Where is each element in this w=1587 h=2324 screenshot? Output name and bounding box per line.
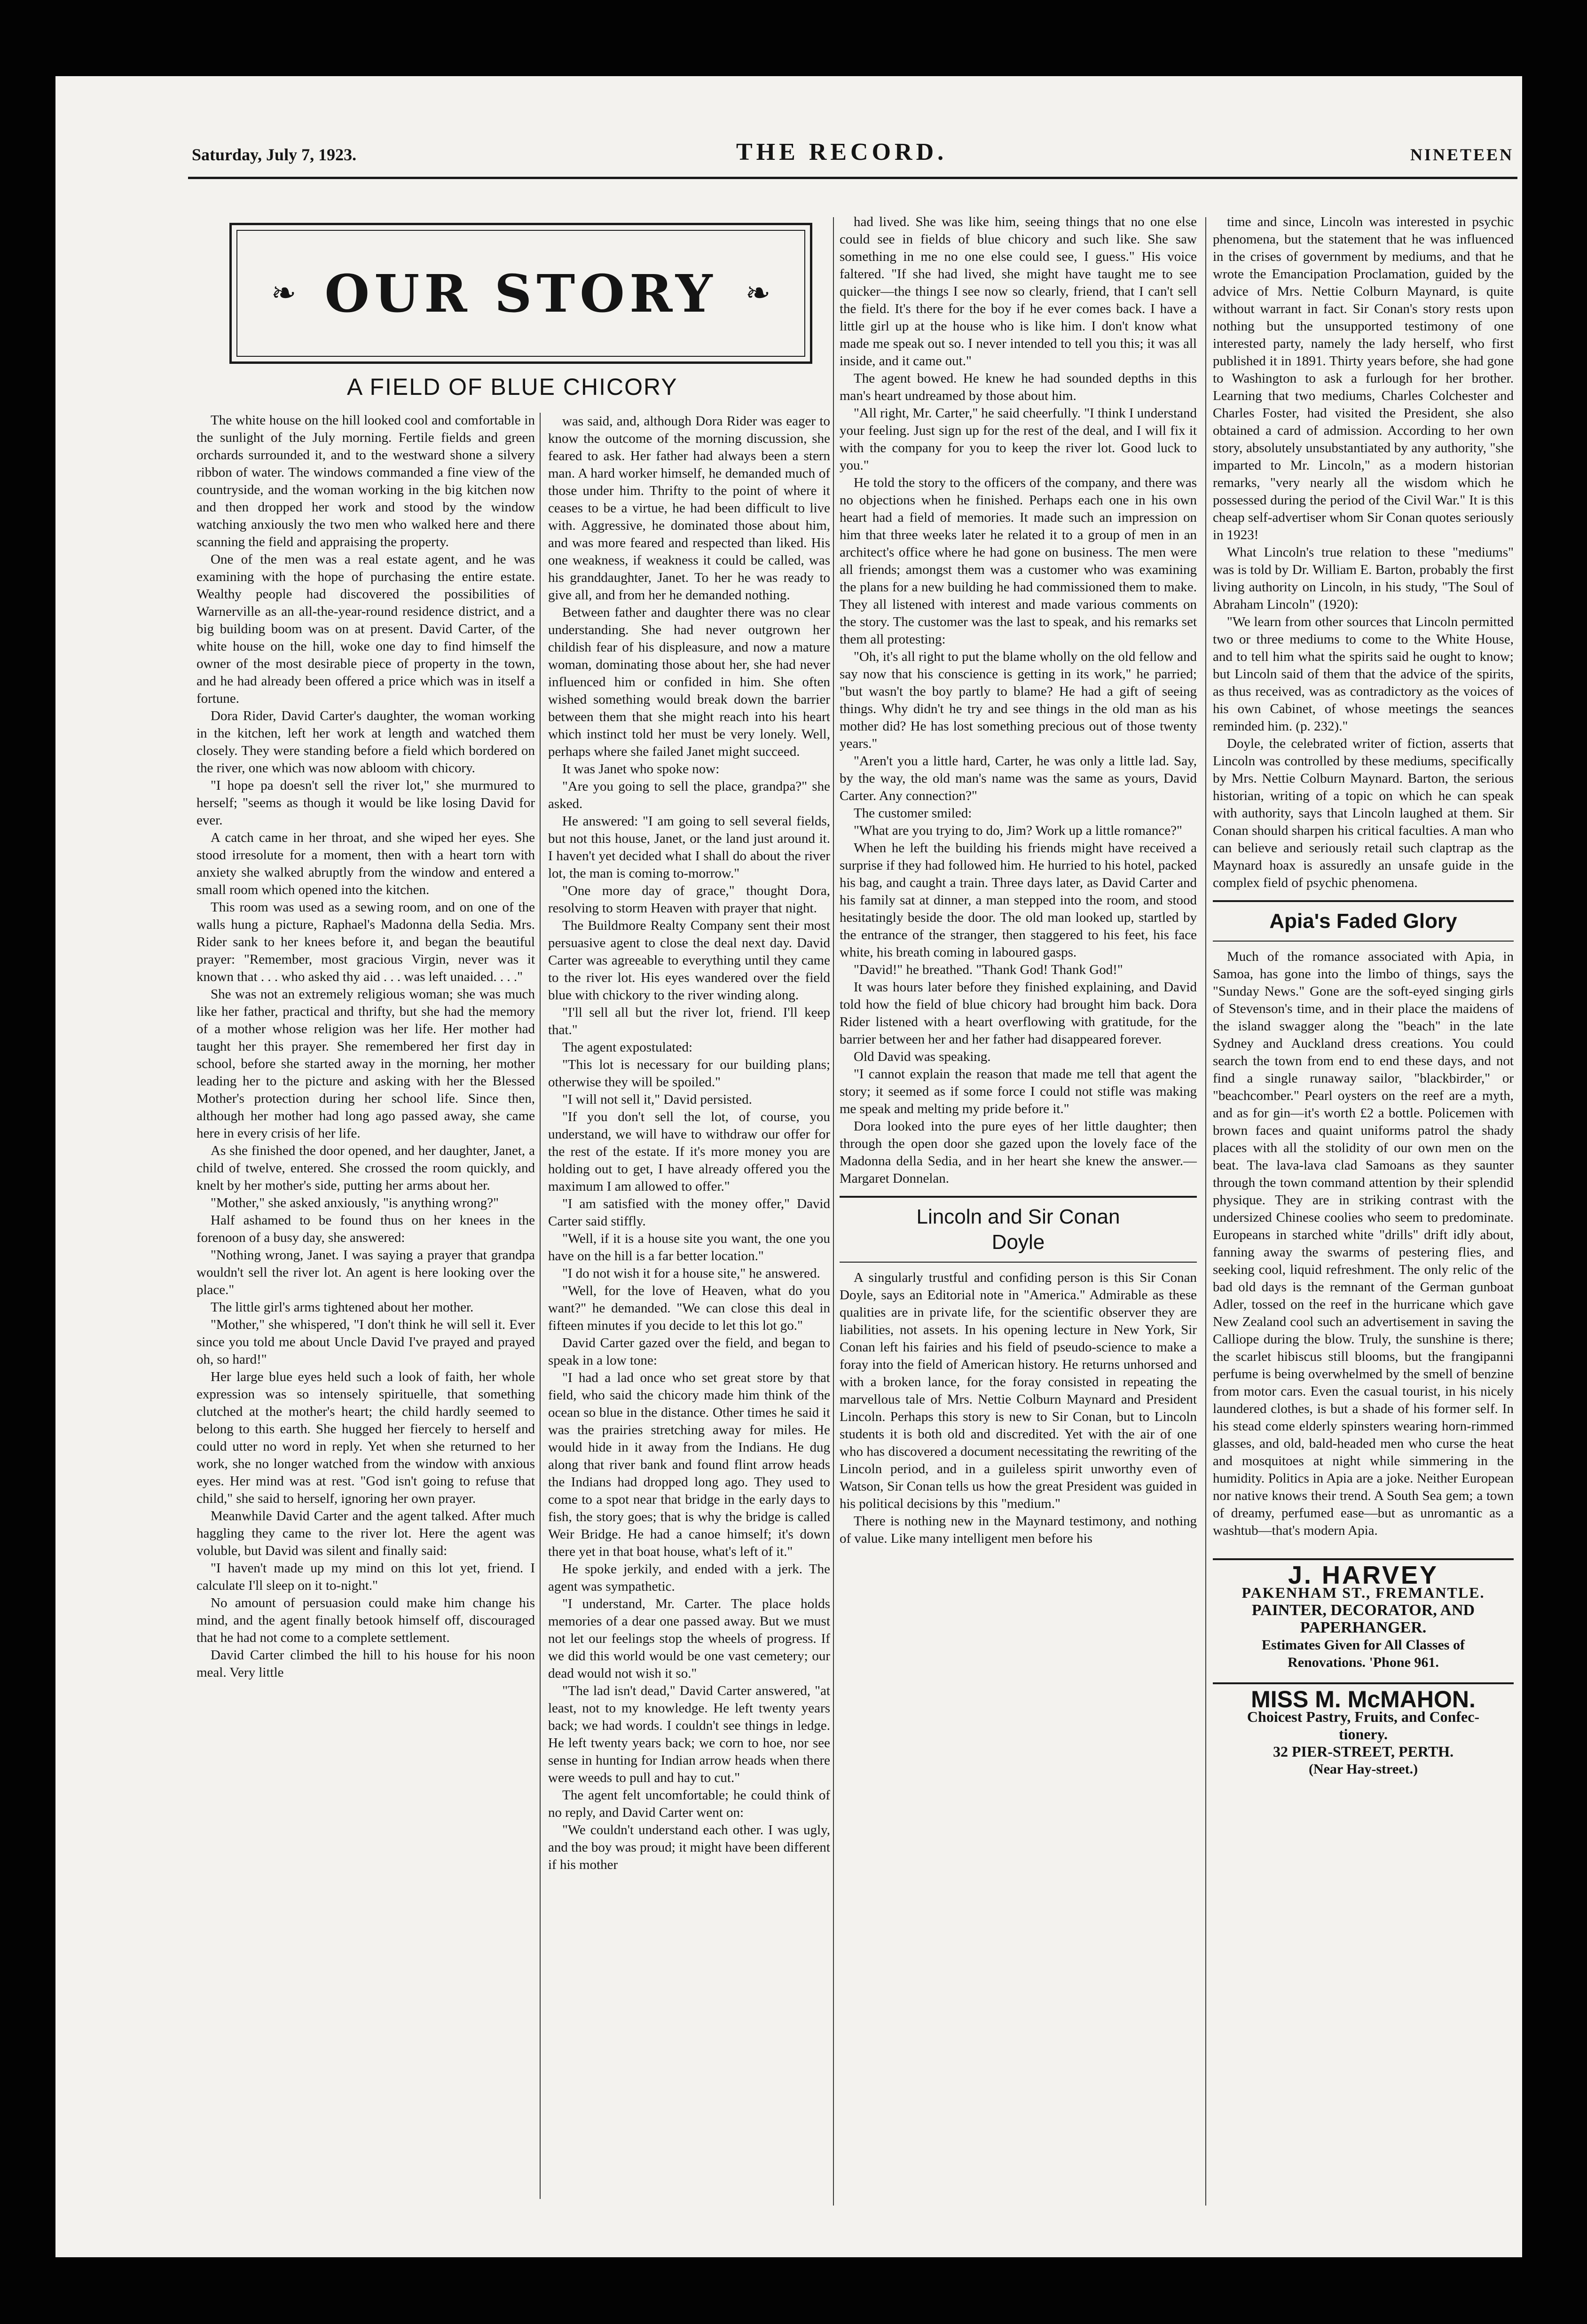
paragraph: It was Janet who spoke now:: [562, 762, 720, 777]
paragraph: The Buildmore Realty Company sent their most persuasive agent to close the deal next day. David Carter was agreeable to everything until they came to the river lot. His eyes wandered over the field blue with chickory to the river winding along.: [548, 918, 830, 1003]
paragraph: One of the men was a real estate agent, and he was examining with the hope of purchasing the entire estate. Wealthy people had discovered the possibilities of Warnerville as an all-the-year-round residence district, and a big building boom was on at present. David Carter, of the white house on the hill, woke one day to find himself the owner of the most desirable piece of property in the town, and he had already been offered a price which was in itself a fortune.: [196, 552, 535, 706]
masthead-title: THE RECORD.: [736, 139, 948, 165]
column-1: [196, 412, 535, 2257]
paragraph: "What are you trying to do, Jim? Work up a little romance?": [854, 823, 1182, 838]
mcmahon-goods-line1: Choicest Pastry, Fruits, and Confec-: [1247, 1708, 1480, 1725]
paragraph: "This lot is necessary for our building plans; otherwise they will be spoiled.": [548, 1057, 830, 1090]
paragraph: "Well, for the love of Heaven, what do you want?" he demanded. "We can close this deal in fifteen minutes if you decide to let this lot go.": [548, 1283, 830, 1333]
paragraph: A singularly trustful and confiding person is this Sir Conan Doyle, says an Editorial note in "America." Admirable as these qualities are in private life, for the scientific observer they are liabilities, not assets. In his opening lecture in New York, Sir Conan left his fairies and his field of pseudo-science to make a foray into the field of American history. He returns unhorsed and with a broken lance, for the foray consisted in repeating the marvellous tale of Mrs. Nettie Colburn Maynard and President Lincoln. Perhaps this story is new to Sir Conan, but to Lincoln students it is both old and discredited. Yet with the air of one who has discovered a document necessitating the rewriting of the Lincoln period, and in a guileless spirit unworthy even of Watson, Sir Conan tells us how the great President was guided in his political decisions by this "medium.": [840, 1270, 1197, 1511]
apia-headline: Apia's Faded Glory: [1269, 910, 1457, 933]
mcmahon-address: 32 PIER-STREET, PERTH.: [1273, 1743, 1454, 1760]
apia-headline-box: [1213, 900, 1514, 942]
paragraph: He answered: "I am going to sell several fields, but not this house, Janet, or the land just around it. I haven't yet decided what I shall do about the river lot, the man is coming to-morrow.": [548, 814, 830, 881]
paragraph: "I cannot explain the reason that made me tell that agent the story; it seemed as if some force I could not stifle was making me speak and melting my pride before it.": [840, 1067, 1197, 1116]
fleuron-left-icon: ❧: [271, 276, 297, 310]
paragraph: This room was used as a sewing room, and on one of the walls hung a picture, Raphael's Madonna della Sedia. Mrs. Rider sank to her knees before it, and began the beautiful prayer: "Remember, most gracious Virgin, never was it known that . . . who asked thy aid . . . was left unaided. . . .": [196, 900, 535, 984]
lincoln-headline-box: [840, 1196, 1197, 1263]
lincoln-article-body: [840, 1269, 1197, 1547]
paragraph: She was not an extremely religious woman; she was much like her father, practical and thrifty, but she had the memory of a mother whose religion was her life. Her mother had taught her this prayer. She remembered her first day in school, before she started away in the morning, her mother leading her to the picture and asking with her the Blessed Mother's protection during her school life. Since then, although her mother had long ago passed away, she came here in every crisis of her life.: [196, 987, 535, 1141]
column-rule: [833, 217, 834, 2206]
paragraph: A catch came in her throat, and she wiped her eyes. She stood irresolute for a moment, then with a heart torn with anxiety she walked abruptly from the window and entered a small room which opened into the kitchen.: [196, 830, 535, 897]
paragraph: There is nothing new in the Maynard testimony, and nothing of value. Like many intelligent men before his: [840, 1514, 1197, 1546]
fleuron-right-icon: ❧: [745, 276, 771, 310]
mcmahon-near: (Near Hay-street.): [1308, 1761, 1418, 1777]
paragraph: "The lad isn't dead," David Carter answered, "at least, not to my knowledge. He left twenty years back; we had words. I couldn't see things in ledge. He left twenty years back; we corn to hoe, nor see sense in hunting for Indian arrow heads when there were weeds to pull and hay to cut.": [548, 1683, 830, 1785]
paragraph: "Aren't you a little hard, Carter, he was only a little lad. Say, by the way, the old man's name was the same as yours, David Carter. Any connection?": [840, 754, 1197, 803]
paragraph: "All right, Mr. Carter," he said cheerfully. "I think I understand your feeling. Just sign up for the rest of the deal, and I will fix it with the company for you to keep the river lot. Good luck to you.": [840, 406, 1197, 473]
paragraph: Much of the romance associated with Apia, in Samoa, has gone into the limbo of things, says the "Sunday News." Gone are the soft-eyed singing girls of Stevenson's time, and in their place the maidens of the island swagger along the "beach" in the late Sydney and Auckland dress creations. You could search the town from end to end these days, and not find a single runaway sailor, "blackbirder," or "beachcomber." Pearl oysters on the reef are a myth, and as for gin—it's worth £2 a bottle. Policemen with brown faces and quaint uniforms patrol the shady places with all the stolidity of our own men on the beat. The lava-lava clad Samoans as they saunter through the town command attention by their splendid physique. They are in striking contrast with the undersized Chinese coolies who seem to predominate. Europeans in starched white "drills" drift idly about, fanning away the swarms of pestering flies, and seeking cool, liquid refreshment. The only relic of the bad old days is the remnant of the German gunboat Adler, tossed on the reef in the hurricane which gave New Zealand cool such an advertisement in saving the Calliope during the blow. Truly, the sunshine is there; the scarlet hibiscus still blooms, but the frangipanni perfume is being overwhelmed by the smell of benzine from motor cars. Even the casual tourist, in his nicely laundered clothes, is but a shade of his former self. In his stead come elderly spinsters wearing horn-rimmed glasses, and old, bald-headed men who curse the heat and mosquitoes at night while simmering in the humidity. Politics in Apia are a joke. Neither European nor native knows their trend. A South Sea gem; a town of dreamy, perfumed ease—but as unromantic as a washtub—that's modern Apia.: [1213, 949, 1514, 1538]
paragraph: was said, and, although Dora Rider was eager to know the outcome of the morning discussion, she feared to ask. Her father had always been a stern man. A hard worker himself, he demanded much of those under him. Thrifty to the point of where it ceases to be a virtue, he had been difficult to live with. Aggressive, he dominated those about him, and was more feared and respected than liked. His one weakness, if weakness it could be called, was his granddaughter, Janet. To her he was ready to give all, and from her he demanded nothing.: [548, 414, 830, 603]
paragraph: "I understand, Mr. Carter. The place holds memories of a dear one passed away. But we must not let our feelings stop the wheels of progress. If we did this world would be one vast cemetery; our dead would not wish it so.": [548, 1596, 830, 1681]
paragraph: The agent felt uncomfortable; he could think of no reply, and David Carter went on:: [548, 1788, 830, 1820]
paragraph: "We couldn't understand each other. I was ugly, and the boy was proud; it might have been different if his mother: [548, 1822, 830, 1872]
our-story-banner: [229, 223, 812, 364]
lincoln-headline-line1: Lincoln and Sir Conan: [916, 1205, 1120, 1228]
harvey-trade-line2: PAPERHANGER.: [1300, 1619, 1427, 1636]
paragraph: Her large blue eyes held such a look of faith, her whole expression was so intensely spirituelle, that something clutched at the mother's heart; the child hardly seemed to belong to this earth. She hugged her fiercely to herself and could utter no word in reply. Yet when she returned to her work, she no longer watched from the window with anxious eyes. Her mind was at rest. "God isn't going to refuse that child," she said to herself, ignoring her own prayer.: [196, 1369, 535, 1506]
lincoln-headline-line2: Doyle: [991, 1231, 1045, 1254]
paragraph: "I will not sell it," David persisted.: [562, 1092, 752, 1107]
paragraph: The agent bowed. He knew he had sounded depths in this man's heart undreamed by those about him.: [840, 371, 1197, 403]
paragraph: The white house on the hill looked cool and comfortable in the sunlight of the July morning. Fertile fields and green orchards surrounded it, and to the westward shone a silvery ribbon of water. The windows commanded a fine view of the countryside, and the woman working in the big kitchen now and then dropped her work and stood by the window watching anxiously the two men who walked here and there scanning the field and appraising the property.: [196, 413, 535, 550]
column-2: [548, 413, 830, 2257]
paragraph: It was hours later before they finished explaining, and David told how the field of blue chicory had brought him back. Dora Rider listened with a heart overflowing with gratitude, for the barrier between her and her father had disappeared forever.: [840, 980, 1197, 1047]
paragraph: "I'll sell all but the river lot, friend. I'll keep that.": [548, 1005, 830, 1037]
paragraph: What Lincoln's true relation to these "mediums" was is told by Dr. William E. Barton, probably the first living authority on Lincoln, in his study, "The Soul of Abraham Lincoln" (1920):: [1213, 545, 1514, 612]
harvey-trade-line1: PAINTER, DECORATOR, AND: [1251, 1602, 1475, 1619]
paragraph: As she finished the door opened, and her daughter, Janet, a child of twelve, entered. She crossed the room quickly, and knelt by her mother's side, putting her arms about her.: [196, 1143, 535, 1193]
paragraph: The agent expostulated:: [562, 1040, 693, 1055]
paragraph: "I do not wish it for a house site," he answered.: [562, 1266, 820, 1281]
paragraph: When he left the building his friends might have received a surprise if they had followed him. He hurried to his hotel, packed his bag, and caught a train. Three days later, as David Carter and his family sat at dinner, a man stepped into the room, and stood hesitatingly beside the door. The old man looked up, startled by the entrance of the stranger, then staggered to his feet, his face white, his breath coming in laboured gasps.: [840, 840, 1197, 960]
paragraph: Meanwhile David Carter and the agent talked. After much haggling they came to the river lot. Here the agent was voluble, but David was silent and finally said:: [196, 1508, 535, 1558]
column-3: [840, 213, 1197, 2206]
paragraph: The little girl's arms tightened about her mother.: [211, 1300, 474, 1315]
banner-title: OUR STORY: [324, 263, 717, 324]
paragraph: "Nothing wrong, Janet. I was saying a prayer that grandpa wouldn't sell the river lot. An agent is here looking over the place.": [196, 1248, 535, 1297]
paragraph: Old David was speaking.: [854, 1049, 991, 1064]
paragraph: "We learn from other sources that Lincoln permitted two or three mediums to come to the White House, and to tell him what the spirits said he ought to know; but Lincoln said of them that the advice of the spirits, as thus received, was as contradictory as the voices of his own Cabinet, of whose meetings the seances reminded him. (p. 232).": [1213, 614, 1514, 734]
paragraph: "Well, if it is a house site you want, the one you have on the hill is a far better location.": [548, 1231, 830, 1264]
paragraph: "Mother," she asked anxiously, "is anything wrong?": [211, 1195, 499, 1210]
paragraph: No amount of persuasion could make him change his mind, and the agent finally betook himself off, discouraged that he had not come to a complete settlement.: [196, 1595, 535, 1645]
mcmahon-goods-line2: tionery.: [1339, 1726, 1388, 1743]
issue-date: Saturday, July 7, 1923.: [192, 145, 357, 164]
paragraph: Half ashamed to be found thus on her knees in the forenoon of a busy day, she answered:: [196, 1213, 535, 1245]
harvey-advertisement: [1213, 1558, 1514, 1671]
paragraph: The customer smiled:: [854, 806, 972, 821]
story-continuation: [840, 213, 1197, 1187]
lincoln-article-continuation: [1213, 213, 1514, 892]
paragraph: "I am satisfied with the money offer," David Carter said stiffly.: [548, 1196, 830, 1229]
paragraph: "I hope pa doesn't sell the river lot," she murmured to herself; "seems as though it would be like losing David for ever.: [196, 778, 535, 828]
paragraph: Dora Rider, David Carter's daughter, the woman working in the kitchen, left her work at length and watched them closely. They were standing before a field which bordered on the river, one which was now abloom with chicory.: [196, 708, 535, 776]
paragraph: time and since, Lincoln was interested in psychic phenomena, but the statement that he was influenced in the crises of government by mediums, and that he wrote the Emancipation Proclamation, guided by the advice of Mrs. Nettie Colburn Maynard, is quite without warrant in fact. Sir Conan's story rests upon nothing but the unsupported testimony of one interested party, namely the lady herself, who first published it in 1891. Thirty years before, she had gone to Washington to ask a furlough for her brother. Learning that two mediums, Charles Colchester and Charles Foster, had visited the President, she also obtained a card of admission. According to her own story, absolutely unsubstantiated by any authority, "she imparted to Mr. Lincoln," as a modern historian remarks, "very nearly all the wisdom which he possessed during the period of the Civil War." It is this cheap self-advertiser whom Sir Conan quotes seriously in 1923!: [1213, 214, 1514, 542]
paragraph: "I had a lad once who set great store by that field, who said the chicory made him think of the ocean so blue in the distance. Other times he said it was the prairies stretching away for miles. He would hide in it away from the Indians. He dug along that river bank and found flint arrow heads the Indians had dropped long ago. They used to come to a spot near that bridge in the early days to fish, the story goes; that is why the bridge is called Weir Bridge. He had a canoe himself; it's down there yet in that boat house, what's left of it.": [548, 1370, 830, 1559]
harvey-address: PAKENHAM ST., FREMANTLE.: [1241, 1584, 1485, 1601]
paragraph: Between father and daughter there was no clear understanding. She had never outgrown her childish fear of his displeasure, and now a mature woman, dominating those about her, she had never influenced him or confided in him. She often wished something would break down the barrier between them that she might reach into his heart which instinct told her must be very lonely. Well, perhaps where she failed Janet might succeed.: [548, 605, 830, 759]
paragraph: David Carter climbed the hill to his house for his noon meal. Very little: [196, 1648, 535, 1680]
mcmahon-name: MISS M. McMAHON.: [1251, 1686, 1476, 1712]
paragraph: had lived. She was like him, seeing things that no one else could see in fields of blue chicory and such like. She saw something in me no one else could see, I guess." His voice faltered. "If she had lived, she might have taught me to see quicker—the things I see now so clearly, friend, that I can't sell the field. It's there for the boy if he ever comes back. I have a little girl up at the house who is like him. I don't know what made me speak out so. I never intended to tell you this; it was all inside, and it came out.": [840, 214, 1197, 369]
paragraph: He told the story to the officers of the company, and there was no objections when he finished. Perhaps each one in his own heart had a field of memories. It made such an impression on him that three weeks later he related it to a group of men in an architect's office where he had gone on business. The men were all friends; amongst them was a customer who was examining the plans for a new building he had commissioned them to make. They all listened with interest and made various comments on the story. The customer was the last to speak, and his remarks set them all protesting:: [840, 475, 1197, 647]
paragraph: "Are you going to sell the place, grandpa?" she asked.: [548, 779, 830, 811]
paragraph: "I haven't made up my mind on this lot yet, friend. I calculate I'll sleep on it to-night.": [196, 1561, 535, 1593]
newspaper-page: [55, 76, 1522, 2257]
harvey-estimates-line1: Estimates Given for All Classes of: [1262, 1637, 1465, 1653]
paragraph: "David!" he breathed. "Thank God! Thank God!": [854, 962, 1123, 977]
harvey-estimates-line2: Renovations. 'Phone 961.: [1288, 1655, 1439, 1670]
paragraph: Doyle, the celebrated writer of fiction, asserts that Lincoln was controlled by these mediums, specifically by Mrs. Nettie Colburn Maynard. Barton, the serious historian, writing of a topic on which he can speak with authority, says that Lincoln laughed at them. Sir Conan should sharpen his critical faculties. A man who can believe and seriously retail such claptrap as the Maynard hoax is assuredly an unsafe guide in the complex field of psychic phenomena.: [1213, 736, 1514, 890]
mcmahon-advertisement: [1213, 1682, 1514, 1778]
paragraph: David Carter gazed over the field, and began to speak in a low tone:: [548, 1335, 830, 1368]
paragraph: He spoke jerkily, and ended with a jerk. The agent was sympathetic.: [548, 1562, 830, 1594]
paragraph: Dora looked into the pure eyes of her little daughter; then through the open door she gazed upon the lovely face of the Madonna della Sedia, and in her heart she knew the answer.—Margaret Donnelan.: [840, 1119, 1197, 1186]
paragraph: "Mother," she whispered, "I don't think he will sell it. Ever since you told me about Uncle David I've prayed and prayed oh, so hard!": [196, 1317, 535, 1367]
paragraph: "If you don't sell the lot, of course, you understand, we will have to withdraw our offer for the rest of the estate. If it's more money you are holding out to get, I have already offered you the maximum I am allowed to offer.": [548, 1109, 830, 1194]
paragraph: "One more day of grace," thought Dora, resolving to storm Heaven with prayer that night.: [548, 883, 830, 916]
column-rule: [540, 413, 541, 2199]
harvey-name: J. HARVEY: [1288, 1561, 1439, 1589]
page-number: NINETEEN: [1410, 145, 1514, 164]
story-headline: A FIELD OF BLUE CHICORY: [347, 374, 678, 400]
header-rule: [188, 177, 1517, 179]
column-4: [1213, 213, 1514, 2206]
column-rule: [1205, 217, 1206, 2206]
paragraph: "Oh, it's all right to put the blame wholly on the old fellow and say now that his conscience is getting in its work," he parried; "but wasn't the boy partly to blame? He had a gift of seeing things. Why didn't he try and see things in the old man as his mother did? He has lost something precious out of those twenty years.": [840, 649, 1197, 751]
apia-article-body: [1213, 948, 1514, 1539]
